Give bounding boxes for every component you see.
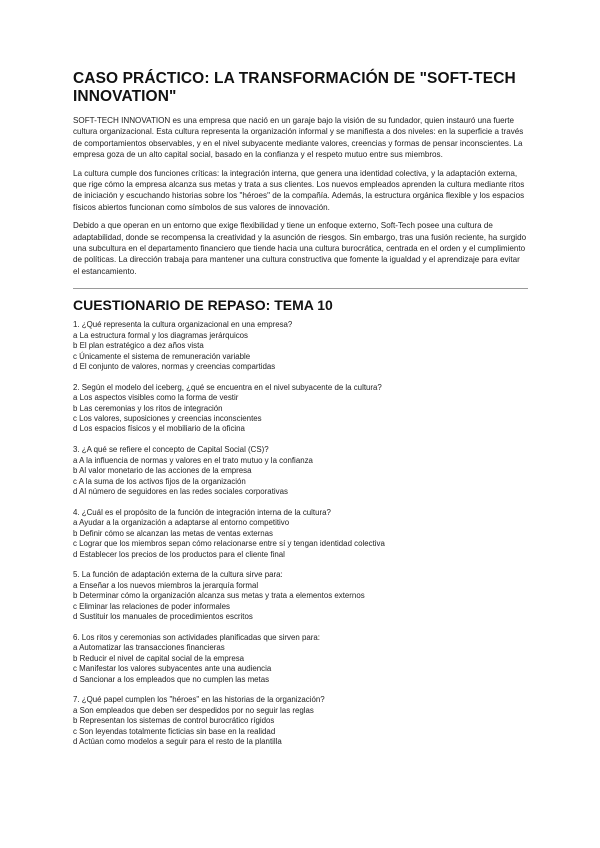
case-body: [73, 115, 528, 277]
option-a: a A la influencia de normas y valores en el trato mutuo y la confianza: [73, 455, 313, 465]
option-d: d Actúan como modelos a seguir para el resto de la plantilla: [73, 737, 282, 747]
case-paragraph-2: La cultura cumple dos funciones críticas: la integración interna, que genera una identidad colectiva, y la adaptación externa, que rige cómo la empresa alcanza sus metas y trata a sus clientes. Los nuevos empleados aprenden la cultura mediante ritos de iniciación y escuchando historias sobre los "héroes" de la compañía. Además, la estructura orgánica flexible y los espacios físicos abiertos funcionan como símbolos de sus valores de innovación.: [73, 168, 525, 212]
option-b: b Definir cómo se alcanzan las metas de ventas externas: [73, 528, 273, 538]
question-7: [73, 695, 528, 747]
option-a: a Enseñar a los nuevos miembros la jerarquía formal: [73, 580, 259, 590]
option-a: a La estructura formal y los diagramas jerárquicos: [73, 330, 248, 340]
option-d: d Sancionar a los empleados que no cumplen las metas: [73, 674, 270, 684]
option-b: b Representan los sistemas de control burocrático rígidos: [73, 716, 275, 726]
case-paragraph-3: Debido a que operan en un entorno que exige flexibilidad y tiene un enfoque externo, Soft-Tech posee una cultura de adaptabilidad, donde se recompensa la creatividad y la asunción de riesgos. Sin embargo, tras una fusión reciente, ha surgido una subcultura en el departamento financiero que tiende hacia una cultura burocrática, centrada en el orden y el cumplimiento de políticas. La dirección trabaja para mantener una cultura constructiva que fomente la igualdad y el aprendizaje para evitar el estancamiento.: [73, 221, 527, 276]
option-a: a Los aspectos visibles como la forma de vestir: [73, 393, 239, 403]
option-c: c Eliminar las relaciones de poder informales: [73, 601, 231, 611]
quiz-list: [73, 320, 528, 747]
option-d: d Los espacios físicos y el mobiliario de la oficina: [73, 424, 245, 434]
section-divider: [73, 288, 528, 289]
case-title: CASO PRÁCTICO: LA TRANSFORMACIÓN DE "SOFT-TECH INNOVATION": [73, 70, 516, 105]
option-a: a Automatizar las transacciones financieras: [73, 643, 225, 653]
question-2: [73, 383, 528, 435]
option-d: d Establecer los precios de los productos para el cliente final: [73, 549, 285, 559]
question-text: 5. La función de adaptación externa de la cultura sirve para:: [73, 570, 283, 580]
case-paragraph-1: SOFT-TECH INNOVATION es una empresa que nació en un garaje bajo la visión de su fundador, quien instauró una fuerte cultura organizacional. Esta cultura representa la organización informal y se manifiesta a dos niveles: en la superficie a través de comportamientos observables, y en el nivel subyacente mediante valores, creencias y formas de pensar inconscientes. La empresa goza de un alto capital social, basado en la confianza y el respeto mutuo entre sus miembros.: [73, 116, 524, 160]
question-4: [73, 508, 528, 560]
question-text: 3. ¿A qué se refiere el concepto de Capital Social (CS)?: [73, 445, 269, 455]
question-6: [73, 633, 528, 685]
option-c: c A la suma de los activos fijos de la organización: [73, 476, 246, 486]
option-c: c Únicamente el sistema de remuneración variable: [73, 351, 251, 361]
option-d: d Al número de seguidores en las redes sociales corporativas: [73, 486, 288, 496]
option-a: a Son empleados que deben ser despedidos por no seguir las reglas: [73, 705, 314, 715]
option-b: b Determinar cómo la organización alcanza sus metas y trata a elementos externos: [73, 591, 365, 601]
option-b: b Al valor monetario de las acciones de la empresa: [73, 466, 252, 476]
option-b: b Reducir el nivel de capital social de la empresa: [73, 653, 245, 663]
option-a: a Ayudar a la organización a adaptarse al entorno competitivo: [73, 518, 290, 528]
option-b: b El plan estratégico a dez años vista: [73, 341, 204, 351]
option-c: c Los valores, suposiciones y creencias inconscientes: [73, 414, 262, 424]
question-5: [73, 570, 528, 622]
option-b: b Las ceremonias y los ritos de integración: [73, 403, 223, 413]
question-1: [73, 320, 528, 372]
quiz-title: CUESTIONARIO DE REPASO: TEMA 10: [73, 297, 333, 314]
option-c: c Manifestar los valores subyacentes ante una audiencia: [73, 664, 272, 674]
option-c: c Lograr que los miembros sepan cómo relacionarse entre sí y tengan identidad colectiva: [73, 539, 385, 549]
option-d: d El conjunto de valores, normas y creencias compartidas: [73, 361, 276, 371]
question-text: 2. Según el modelo del iceberg, ¿qué se encuentra en el nivel subyacente de la cultura?: [73, 382, 382, 392]
question-text: 1. ¿Qué representa la cultura organizacional en una empresa?: [73, 320, 293, 330]
question-text: 4. ¿Cuál es el propósito de la función de integración interna de la cultura?: [73, 507, 331, 517]
option-c: c Son leyendas totalmente ficticias sin base en la realidad: [73, 726, 276, 736]
question-text: 7. ¿Qué papel cumplen los "héroes" en las historias de la organización?: [73, 695, 325, 705]
question-text: 6. Los ritos y ceremonias son actividades planificadas que sirven para:: [73, 632, 320, 642]
question-3: [73, 445, 528, 497]
document-page: [73, 70, 528, 758]
option-d: d Sustituir los manuales de procedimientos escritos: [73, 612, 253, 622]
